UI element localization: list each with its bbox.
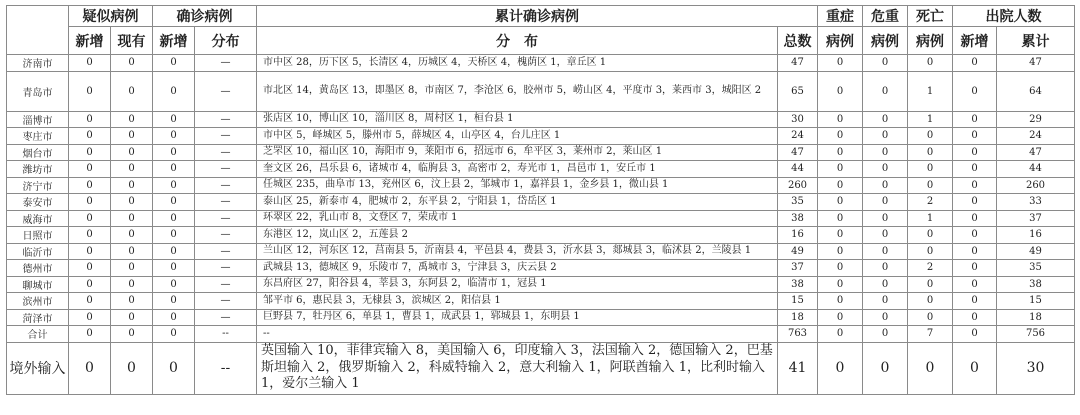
- city-cell: 威海市: [7, 210, 69, 227]
- suspected-current-cell: 0: [111, 194, 153, 211]
- discharged-cumulative-cell: 38: [997, 276, 1075, 293]
- table-row: [7, 144, 1075, 161]
- suspected-new-cell: 0: [69, 309, 111, 326]
- table-row: [7, 55, 1075, 72]
- confirmed-distribution-cell: —: [195, 128, 257, 145]
- distribution-cell: 环翠区 22，乳山市 8，文登区 7，荣成市 1: [257, 210, 778, 227]
- suspected-current-cell: 0: [111, 161, 153, 178]
- critical-cell: 0: [863, 326, 908, 343]
- death-cell: 1: [908, 71, 953, 111]
- confirmed-new-cell: 0: [153, 342, 195, 394]
- total-cell: 16: [778, 227, 818, 244]
- distribution-cell: 兰山区 12，河东区 12，莒南县 5，沂南县 4，平邑县 4，费县 3，沂水县 3，郯城县 3，临沭县 2，兰陵县 1: [257, 243, 778, 260]
- discharged-cumulative-cell: 30: [997, 342, 1075, 394]
- distribution-cell: 奎文区 26，昌乐县 6，诸城市 4，临朐县 3，高密市 2，寿光市 1，昌邑市 1，安丘市 1: [257, 161, 778, 178]
- confirmed-distribution-header: 分布: [195, 27, 257, 55]
- table-row: [7, 161, 1075, 178]
- death-cell: 7: [908, 326, 953, 343]
- city-cell: 滨州市: [7, 293, 69, 310]
- suspected-new-cell: 0: [69, 55, 111, 72]
- confirmed-distribution-cell: --: [195, 326, 257, 343]
- confirmed-new-cell: 0: [153, 144, 195, 161]
- confirmed-new-cell: 0: [153, 260, 195, 277]
- discharged-cumulative-cell: 16: [997, 227, 1075, 244]
- death-cell: 1: [908, 111, 953, 128]
- discharged-new-header: 新增: [953, 27, 997, 55]
- critical-cell: 0: [863, 161, 908, 178]
- confirmed-new-cell: 0: [153, 71, 195, 111]
- suspected-new-cell: 0: [69, 144, 111, 161]
- total-cell: 47: [778, 55, 818, 72]
- discharged-new-cell: 0: [953, 227, 997, 244]
- discharged-new-cell: 0: [953, 111, 997, 128]
- discharged-new-cell: 0: [953, 293, 997, 310]
- total-cell: 763: [778, 326, 818, 343]
- confirmed-new-cell: 0: [153, 194, 195, 211]
- discharged-header: 出院人数: [953, 6, 1075, 27]
- discharged-cumulative-cell: 47: [997, 144, 1075, 161]
- city-cell: 泰安市: [7, 194, 69, 211]
- severe-cell: 0: [818, 128, 863, 145]
- severe-cell: 0: [818, 210, 863, 227]
- death-cell: 0: [908, 55, 953, 72]
- suspected-new-cell: 0: [69, 243, 111, 260]
- confirmed-distribution-cell: —: [195, 71, 257, 111]
- distribution-cell: 东昌府区 27，阳谷县 4，莘县 3，东阿县 2，临清市 1，冠县 1: [257, 276, 778, 293]
- import-row: [7, 342, 1075, 394]
- confirmed-new-cell: 0: [153, 326, 195, 343]
- discharged-new-cell: 0: [953, 177, 997, 194]
- death-cell: 0: [908, 276, 953, 293]
- discharged-cumulative-cell: 18: [997, 309, 1075, 326]
- city-cell: 青岛市: [7, 71, 69, 111]
- distribution-cell: 泰山区 25，新泰市 4，肥城市 2，东平县 2，宁阳县 1，岱岳区 1: [257, 194, 778, 211]
- confirmed-new-cell: 0: [153, 128, 195, 145]
- suspected-new-cell: 0: [69, 71, 111, 111]
- suspected-current-cell: 0: [111, 276, 153, 293]
- death-cell: 0: [908, 243, 953, 260]
- suspected-current-cell: 0: [111, 55, 153, 72]
- confirmed-distribution-cell: —: [195, 260, 257, 277]
- discharged-new-cell: 0: [953, 144, 997, 161]
- confirmed-new-cell: 0: [153, 276, 195, 293]
- discharged-new-cell: 0: [953, 71, 997, 111]
- confirmed-distribution-cell: —: [195, 243, 257, 260]
- total-cell: 47: [778, 144, 818, 161]
- confirmed-distribution-cell: —: [195, 227, 257, 244]
- confirmed-distribution-cell: —: [195, 210, 257, 227]
- discharged-cumulative-cell: 33: [997, 194, 1075, 211]
- table-row: [7, 309, 1075, 326]
- table-row: [7, 177, 1075, 194]
- discharged-cumulative-cell: 29: [997, 111, 1075, 128]
- confirmed-new-cell: 0: [153, 55, 195, 72]
- discharged-new-cell: 0: [953, 194, 997, 211]
- suspected-new-cell: 0: [69, 276, 111, 293]
- city-cell: 境外输入: [7, 342, 69, 394]
- critical-cell: 0: [863, 111, 908, 128]
- death-header: 死亡: [908, 6, 953, 27]
- severe-header: 重症: [818, 6, 863, 27]
- distribution-cell: 张店区 10，博山区 10，淄川区 8，周村区 1，桓台县 1: [257, 111, 778, 128]
- distribution-cell: 任城区 235，曲阜市 13，兖州区 6，汶上县 2，邹城市 1，嘉祥县 1，金乡县 1，微山县 1: [257, 177, 778, 194]
- critical-header: 危重: [863, 6, 908, 27]
- suspected-new-cell: 0: [69, 342, 111, 394]
- discharged-cumulative-cell: 35: [997, 260, 1075, 277]
- suspected-new-cell: 0: [69, 128, 111, 145]
- distribution-cell: 巨野县 7，牡丹区 6，单县 1，曹县 1，成武县 1，郓城县 1，东明县 1: [257, 309, 778, 326]
- city-cell: 济宁市: [7, 177, 69, 194]
- discharged-new-cell: 0: [953, 210, 997, 227]
- city-cell: 枣庄市: [7, 128, 69, 145]
- severe-cell: 0: [818, 309, 863, 326]
- critical-cell: 0: [863, 260, 908, 277]
- discharged-cumulative-cell: 15: [997, 293, 1075, 310]
- city-cell: 德州市: [7, 260, 69, 277]
- confirmed-header: 确诊病例: [153, 6, 257, 27]
- table-row: [7, 128, 1075, 145]
- suspected-new-cell: 0: [69, 111, 111, 128]
- city-cell: 临沂市: [7, 243, 69, 260]
- distribution-cell: 武城县 13，德城区 9，乐陵市 7，禹城市 3，宁津县 3，庆云县 2: [257, 260, 778, 277]
- confirmed-new-cell: 0: [153, 309, 195, 326]
- table-row: [7, 293, 1075, 310]
- city-cell: 烟台市: [7, 144, 69, 161]
- severe-cell: 0: [818, 326, 863, 343]
- table-body: [7, 55, 1075, 395]
- severe-cell: 0: [818, 293, 863, 310]
- suspected-current-cell: 0: [111, 128, 153, 145]
- suspected-current-header: 现有: [111, 27, 153, 55]
- discharged-new-cell: 0: [953, 128, 997, 145]
- discharged-new-cell: 0: [953, 161, 997, 178]
- total-cell: 37: [778, 260, 818, 277]
- confirmed-new-cell: 0: [153, 161, 195, 178]
- covid-case-table: [6, 5, 1075, 395]
- critical-cell: 0: [863, 144, 908, 161]
- critical-cell: 0: [863, 177, 908, 194]
- table-row: [7, 194, 1075, 211]
- total-cell: 15: [778, 293, 818, 310]
- death-cell: 0: [908, 342, 953, 394]
- total-cell: 49: [778, 243, 818, 260]
- distribution-cell: --: [257, 326, 778, 343]
- discharged-cumulative-header: 累计: [997, 27, 1075, 55]
- suspected-header: 疑似病例: [69, 6, 153, 27]
- severe-cases-header: 病例: [818, 27, 863, 55]
- critical-cell: 0: [863, 243, 908, 260]
- suspected-new-cell: 0: [69, 161, 111, 178]
- discharged-cumulative-cell: 37: [997, 210, 1075, 227]
- death-cell: 0: [908, 177, 953, 194]
- total-cell: 38: [778, 210, 818, 227]
- suspected-current-cell: 0: [111, 326, 153, 343]
- city-cell: 济南市: [7, 55, 69, 72]
- suspected-current-cell: 0: [111, 177, 153, 194]
- discharged-new-cell: 0: [953, 276, 997, 293]
- critical-cell: 0: [863, 194, 908, 211]
- critical-cell: 0: [863, 342, 908, 394]
- table-row: [7, 276, 1075, 293]
- city-cell: 潍坊市: [7, 161, 69, 178]
- severe-cell: 0: [818, 260, 863, 277]
- total-cell: 38: [778, 276, 818, 293]
- distribution-cell: 市中区 5，峄城区 5，滕州市 5，薛城区 4，山亭区 4，台儿庄区 1: [257, 128, 778, 145]
- severe-cell: 0: [818, 243, 863, 260]
- death-cell: 2: [908, 194, 953, 211]
- severe-cell: 0: [818, 144, 863, 161]
- suspected-current-cell: 0: [111, 144, 153, 161]
- death-cell: 0: [908, 293, 953, 310]
- suspected-current-cell: 0: [111, 342, 153, 394]
- death-cell: 0: [908, 309, 953, 326]
- suspected-new-cell: 0: [69, 194, 111, 211]
- total-cell: 41: [778, 342, 818, 394]
- critical-cell: 0: [863, 227, 908, 244]
- confirmed-distribution-cell: —: [195, 55, 257, 72]
- death-cell: 0: [908, 161, 953, 178]
- distribution-cell: 东港区 12，岚山区 2，五莲县 2: [257, 227, 778, 244]
- death-cell: 1: [908, 210, 953, 227]
- cumulative-header: 累计确诊病例: [257, 6, 818, 27]
- table-row: [7, 210, 1075, 227]
- city-cell: 淄博市: [7, 111, 69, 128]
- suspected-current-cell: 0: [111, 71, 153, 111]
- discharged-new-cell: 0: [953, 309, 997, 326]
- death-cell: 0: [908, 227, 953, 244]
- death-cell: 0: [908, 128, 953, 145]
- confirmed-new-cell: 0: [153, 111, 195, 128]
- confirmed-distribution-cell: —: [195, 194, 257, 211]
- distribution-header: 分 布: [257, 27, 778, 55]
- total-cell: 30: [778, 111, 818, 128]
- discharged-cumulative-cell: 260: [997, 177, 1075, 194]
- table-row: [7, 260, 1075, 277]
- suspected-current-cell: 0: [111, 293, 153, 310]
- suspected-current-cell: 0: [111, 260, 153, 277]
- discharged-new-cell: 0: [953, 260, 997, 277]
- confirmed-distribution-cell: —: [195, 293, 257, 310]
- city-cell: 聊城市: [7, 276, 69, 293]
- table-row: [7, 227, 1075, 244]
- discharged-cumulative-cell: 47: [997, 55, 1075, 72]
- suspected-new-cell: 0: [69, 260, 111, 277]
- suspected-current-cell: 0: [111, 227, 153, 244]
- distribution-cell: 市北区 14，黄岛区 13，即墨区 8，市南区 7，李沧区 6，胶州市 5，崂山区 4，平度市 3，莱西市 3，城阳区 2: [257, 71, 778, 111]
- critical-cell: 0: [863, 210, 908, 227]
- confirmed-distribution-cell: —: [195, 177, 257, 194]
- critical-cell: 0: [863, 276, 908, 293]
- suspected-new-cell: 0: [69, 227, 111, 244]
- total-cell: 65: [778, 71, 818, 111]
- confirmed-distribution-cell: —: [195, 309, 257, 326]
- city-header-blank: [7, 6, 69, 55]
- death-cell: 0: [908, 144, 953, 161]
- confirmed-new-cell: 0: [153, 227, 195, 244]
- confirmed-distribution-cell: —: [195, 161, 257, 178]
- city-cell: 日照市: [7, 227, 69, 244]
- total-cell: 24: [778, 128, 818, 145]
- severe-cell: 0: [818, 177, 863, 194]
- discharged-new-cell: 0: [953, 55, 997, 72]
- total-row: [7, 326, 1075, 343]
- death-cases-header: 病例: [908, 27, 953, 55]
- severe-cell: 0: [818, 194, 863, 211]
- distribution-cell: 市中区 28，历下区 5，长清区 4，历城区 4，天桥区 4，槐荫区 1，章丘区 1: [257, 55, 778, 72]
- severe-cell: 0: [818, 227, 863, 244]
- suspected-new-header: 新增: [69, 27, 111, 55]
- suspected-current-cell: 0: [111, 243, 153, 260]
- severe-cell: 0: [818, 55, 863, 72]
- discharged-cumulative-cell: 756: [997, 326, 1075, 343]
- suspected-current-cell: 0: [111, 111, 153, 128]
- confirmed-new-cell: 0: [153, 210, 195, 227]
- distribution-cell: 邹平市 6，惠民县 3，无棣县 3，滨城区 2，阳信县 1: [257, 293, 778, 310]
- table-row: [7, 111, 1075, 128]
- severe-cell: 0: [818, 161, 863, 178]
- table-row: [7, 243, 1075, 260]
- severe-cell: 0: [818, 71, 863, 111]
- confirmed-new-cell: 0: [153, 243, 195, 260]
- severe-cell: 0: [818, 111, 863, 128]
- city-cell: 合计: [7, 326, 69, 343]
- discharged-cumulative-cell: 24: [997, 128, 1075, 145]
- discharged-cumulative-cell: 64: [997, 71, 1075, 111]
- distribution-cell: 英国输入 10，菲律宾输入 8，美国输入 6，印度输入 3，法国输入 2，德国输入 2，巴基斯坦输入 2，俄罗斯输入 2，科威特输入 2，意大利输入 1，阿联酋输入 1，比利时输入 1，爱尔兰输入 1: [257, 342, 778, 394]
- distribution-cell: 芝罘区 10，福山区 10，海阳市 9，莱阳市 6，招远市 6，牟平区 3，莱州市 2，莱山区 1: [257, 144, 778, 161]
- total-header: 总数: [778, 27, 818, 55]
- discharged-new-cell: 0: [953, 342, 997, 394]
- severe-cell: 0: [818, 276, 863, 293]
- critical-cases-header: 病例: [863, 27, 908, 55]
- suspected-new-cell: 0: [69, 326, 111, 343]
- table-row: [7, 71, 1075, 111]
- discharged-cumulative-cell: 49: [997, 243, 1075, 260]
- confirmed-distribution-cell: —: [195, 111, 257, 128]
- city-cell: 菏泽市: [7, 309, 69, 326]
- discharged-new-cell: 0: [953, 326, 997, 343]
- suspected-current-cell: 0: [111, 210, 153, 227]
- confirmed-distribution-cell: —: [195, 276, 257, 293]
- suspected-new-cell: 0: [69, 210, 111, 227]
- death-cell: 2: [908, 260, 953, 277]
- critical-cell: 0: [863, 293, 908, 310]
- total-cell: 18: [778, 309, 818, 326]
- suspected-current-cell: 0: [111, 309, 153, 326]
- confirmed-new-header: 新增: [153, 27, 195, 55]
- confirmed-distribution-cell: --: [195, 342, 257, 394]
- total-cell: 44: [778, 161, 818, 178]
- confirmed-distribution-cell: —: [195, 144, 257, 161]
- total-cell: 260: [778, 177, 818, 194]
- confirmed-new-cell: 0: [153, 177, 195, 194]
- discharged-cumulative-cell: 44: [997, 161, 1075, 178]
- total-cell: 35: [778, 194, 818, 211]
- discharged-new-cell: 0: [953, 243, 997, 260]
- suspected-new-cell: 0: [69, 293, 111, 310]
- critical-cell: 0: [863, 309, 908, 326]
- critical-cell: 0: [863, 55, 908, 72]
- critical-cell: 0: [863, 71, 908, 111]
- confirmed-new-cell: 0: [153, 293, 195, 310]
- severe-cell: 0: [818, 342, 863, 394]
- critical-cell: 0: [863, 128, 908, 145]
- suspected-new-cell: 0: [69, 177, 111, 194]
